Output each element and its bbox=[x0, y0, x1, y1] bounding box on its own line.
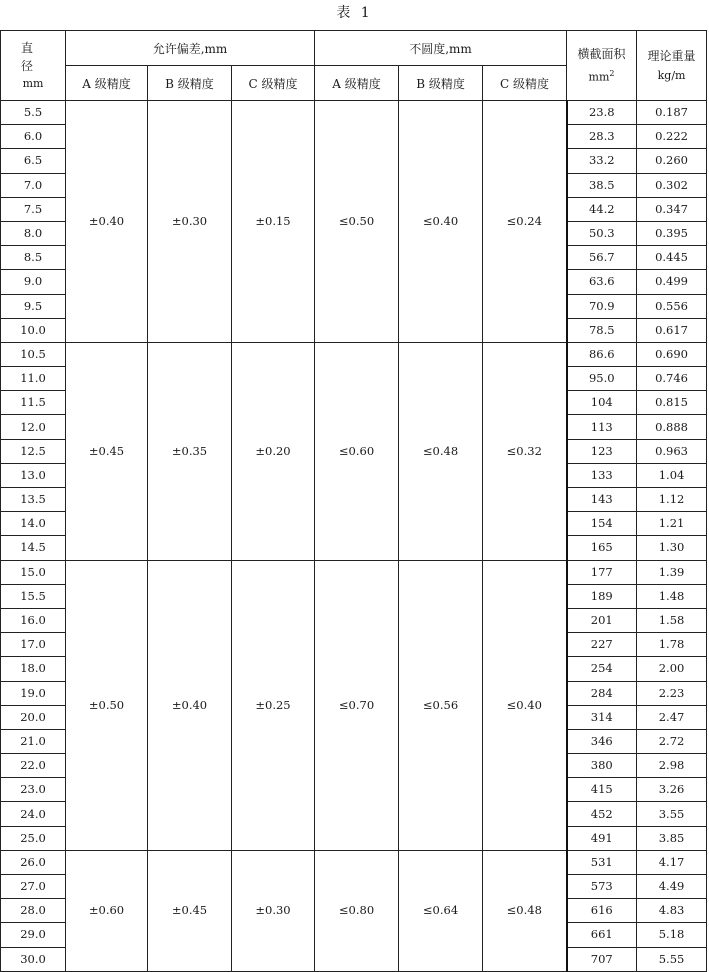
area-cell: 201 bbox=[567, 608, 637, 632]
weight-cell: 0.395 bbox=[637, 221, 707, 245]
table-row bbox=[1, 560, 707, 584]
diameter-cell: 18.0 bbox=[1, 657, 66, 681]
table-row bbox=[1, 342, 707, 366]
area-cell: 189 bbox=[567, 584, 637, 608]
area-cell: 616 bbox=[567, 899, 637, 923]
diameter-cell: 13.5 bbox=[1, 488, 66, 512]
weight-cell: 3.85 bbox=[637, 826, 707, 850]
area-cell: 123 bbox=[567, 439, 637, 463]
weight-cell: 1.58 bbox=[637, 608, 707, 632]
area-cell: 661 bbox=[567, 923, 637, 947]
table-row bbox=[1, 850, 707, 874]
weight-cell: 0.260 bbox=[637, 149, 707, 173]
roundness-cell: ≤0.48 bbox=[399, 342, 483, 560]
weight-cell: 3.26 bbox=[637, 778, 707, 802]
weight-cell: 5.18 bbox=[637, 923, 707, 947]
weight-cell: 0.690 bbox=[637, 342, 707, 366]
weight-cell: 0.347 bbox=[637, 197, 707, 221]
diameter-unit: mm bbox=[22, 76, 44, 90]
area-cell: 63.6 bbox=[567, 270, 637, 294]
grade-header: C 级精度 bbox=[483, 66, 567, 101]
grade-header: B 级精度 bbox=[399, 66, 483, 101]
weight-cell: 0.499 bbox=[637, 270, 707, 294]
diameter-label: 直 径 bbox=[20, 40, 55, 73]
area-cell: 415 bbox=[567, 778, 637, 802]
weight-label: 理论重量 bbox=[647, 48, 696, 63]
weight-cell: 1.30 bbox=[637, 536, 707, 560]
tolerance-cell: ±0.50 bbox=[66, 560, 148, 850]
table-row bbox=[1, 101, 707, 125]
weight-cell: 1.04 bbox=[637, 463, 707, 487]
area-cell: 70.9 bbox=[567, 294, 637, 318]
tolerance-cell: ±0.30 bbox=[232, 850, 315, 971]
weight-cell: 4.83 bbox=[637, 899, 707, 923]
weight-cell: 0.815 bbox=[637, 391, 707, 415]
tolerance-cell: ±0.45 bbox=[66, 342, 148, 560]
weight-cell: 0.963 bbox=[637, 439, 707, 463]
weight-cell: 2.00 bbox=[637, 657, 707, 681]
roundness-cell: ≤0.40 bbox=[483, 560, 567, 850]
weight-cell: 3.55 bbox=[637, 802, 707, 826]
area-unit: $mm^2$ bbox=[588, 68, 615, 84]
area-cell: 78.5 bbox=[567, 318, 637, 342]
area-cell: 154 bbox=[567, 512, 637, 536]
weight-cell: 5.55 bbox=[637, 947, 707, 971]
roundness-cell: ≤0.56 bbox=[399, 560, 483, 850]
diameter-cell: 8.0 bbox=[1, 221, 66, 245]
weight-cell: 0.302 bbox=[637, 173, 707, 197]
area-cell: 38.5 bbox=[567, 173, 637, 197]
diameter-cell: 25.0 bbox=[1, 826, 66, 850]
diameter-cell: 20.0 bbox=[1, 705, 66, 729]
diameter-cell: 30.0 bbox=[1, 947, 66, 971]
tolerance-cell: ±0.30 bbox=[148, 101, 232, 343]
area-cell: 491 bbox=[567, 826, 637, 850]
weight-cell: 0.556 bbox=[637, 294, 707, 318]
roundness-cell: ≤0.40 bbox=[399, 101, 483, 343]
tolerance-cell: ±0.15 bbox=[232, 101, 315, 343]
area-cell: 95.0 bbox=[567, 367, 637, 391]
area-cell: 133 bbox=[567, 463, 637, 487]
diameter-cell: 19.0 bbox=[1, 681, 66, 705]
area-cell: 346 bbox=[567, 729, 637, 753]
weight-unit: kg/m bbox=[657, 68, 686, 82]
area-cell: 33.2 bbox=[567, 149, 637, 173]
diameter-cell: 9.5 bbox=[1, 294, 66, 318]
area-cell: 227 bbox=[567, 633, 637, 657]
area-cell: 707 bbox=[567, 947, 637, 971]
area-cell: 50.3 bbox=[567, 221, 637, 245]
area-cell: 23.8 bbox=[567, 101, 637, 125]
diameter-cell: 15.5 bbox=[1, 584, 66, 608]
header-row-1 bbox=[1, 31, 707, 66]
diameter-cell: 8.5 bbox=[1, 246, 66, 270]
diameter-cell: 15.0 bbox=[1, 560, 66, 584]
weight-cell: 0.445 bbox=[637, 246, 707, 270]
roundness-cell: ≤0.24 bbox=[483, 101, 567, 343]
diameter-cell: 21.0 bbox=[1, 729, 66, 753]
roundness-group-header: 不圆度,mm bbox=[315, 31, 567, 66]
weight-header bbox=[637, 31, 707, 101]
weight-cell: 0.222 bbox=[637, 125, 707, 149]
area-cell: 573 bbox=[567, 875, 637, 899]
diameter-cell: 16.0 bbox=[1, 608, 66, 632]
area-label: 横截面积 bbox=[577, 46, 626, 61]
area-cell: 531 bbox=[567, 850, 637, 874]
area-cell: 113 bbox=[567, 415, 637, 439]
roundness-cell: ≤0.64 bbox=[399, 850, 483, 971]
area-cell: 452 bbox=[567, 802, 637, 826]
roundness-cell: ≤0.60 bbox=[315, 342, 399, 560]
diameter-cell: 13.0 bbox=[1, 463, 66, 487]
diameter-cell: 28.0 bbox=[1, 899, 66, 923]
roundness-cell: ≤0.48 bbox=[483, 850, 567, 971]
diameter-cell: 5.5 bbox=[1, 101, 66, 125]
grade-header: C 级精度 bbox=[232, 66, 315, 101]
diameter-cell: 29.0 bbox=[1, 923, 66, 947]
weight-cell: 4.17 bbox=[637, 850, 707, 874]
weight-cell: 0.746 bbox=[637, 367, 707, 391]
roundness-cell: ≤0.50 bbox=[315, 101, 399, 343]
roundness-cell: ≤0.80 bbox=[315, 850, 399, 971]
area-cell: 28.3 bbox=[567, 125, 637, 149]
weight-cell: 0.187 bbox=[637, 101, 707, 125]
weight-cell: 1.78 bbox=[637, 633, 707, 657]
grade-header: A 级精度 bbox=[315, 66, 399, 101]
area-cell: 86.6 bbox=[567, 342, 637, 366]
tolerance-cell: ±0.40 bbox=[66, 101, 148, 343]
area-cell: 284 bbox=[567, 681, 637, 705]
table-body bbox=[1, 101, 707, 972]
weight-cell: 1.21 bbox=[637, 512, 707, 536]
wire-spec-table bbox=[0, 30, 707, 972]
tolerance-group-header: 允许偏差,mm bbox=[66, 31, 315, 66]
diameter-cell: 11.5 bbox=[1, 391, 66, 415]
diameter-cell: 9.0 bbox=[1, 270, 66, 294]
grade-header: A 级精度 bbox=[66, 66, 148, 101]
diameter-cell: 11.0 bbox=[1, 367, 66, 391]
diameter-cell: 6.0 bbox=[1, 125, 66, 149]
diameter-cell: 12.5 bbox=[1, 439, 66, 463]
area-cell: 104 bbox=[567, 391, 637, 415]
roundness-cell: ≤0.32 bbox=[483, 342, 567, 560]
area-cell: 143 bbox=[567, 488, 637, 512]
diameter-cell: 27.0 bbox=[1, 875, 66, 899]
diameter-cell: 10.5 bbox=[1, 342, 66, 366]
diameter-cell: 26.0 bbox=[1, 850, 66, 874]
weight-cell: 2.23 bbox=[637, 681, 707, 705]
diameter-cell: 22.0 bbox=[1, 754, 66, 778]
tolerance-cell: ±0.20 bbox=[232, 342, 315, 560]
roundness-cell: ≤0.70 bbox=[315, 560, 399, 850]
diameter-cell: 24.0 bbox=[1, 802, 66, 826]
area-header bbox=[567, 31, 637, 101]
area-cell: 56.7 bbox=[567, 246, 637, 270]
diameter-cell: 7.5 bbox=[1, 197, 66, 221]
grade-header: B 级精度 bbox=[148, 66, 232, 101]
diameter-cell: 12.0 bbox=[1, 415, 66, 439]
diameter-cell: 14.5 bbox=[1, 536, 66, 560]
weight-cell: 4.49 bbox=[637, 875, 707, 899]
diameter-cell: 14.0 bbox=[1, 512, 66, 536]
weight-cell: 0.888 bbox=[637, 415, 707, 439]
table-caption: 表 1 bbox=[336, 5, 373, 21]
diameter-header bbox=[1, 31, 66, 101]
diameter-cell: 23.0 bbox=[1, 778, 66, 802]
weight-cell: 2.47 bbox=[637, 705, 707, 729]
tolerance-cell: ±0.35 bbox=[148, 342, 232, 560]
weight-cell: 0.617 bbox=[637, 318, 707, 342]
area-cell: 44.2 bbox=[567, 197, 637, 221]
diameter-cell: 10.0 bbox=[1, 318, 66, 342]
tolerance-cell: ±0.25 bbox=[232, 560, 315, 850]
area-cell: 314 bbox=[567, 705, 637, 729]
diameter-cell: 17.0 bbox=[1, 633, 66, 657]
tolerance-cell: ±0.40 bbox=[148, 560, 232, 850]
weight-cell: 1.48 bbox=[637, 584, 707, 608]
weight-cell: 1.12 bbox=[637, 488, 707, 512]
weight-cell: 2.98 bbox=[637, 754, 707, 778]
area-cell: 165 bbox=[567, 536, 637, 560]
tolerance-cell: ±0.60 bbox=[66, 850, 148, 971]
area-cell: 254 bbox=[567, 657, 637, 681]
weight-cell: 1.39 bbox=[637, 560, 707, 584]
area-cell: 177 bbox=[567, 560, 637, 584]
weight-cell: 2.72 bbox=[637, 729, 707, 753]
area-cell: 380 bbox=[567, 754, 637, 778]
diameter-cell: 7.0 bbox=[1, 173, 66, 197]
tolerance-cell: ±0.45 bbox=[148, 850, 232, 971]
diameter-cell: 6.5 bbox=[1, 149, 66, 173]
